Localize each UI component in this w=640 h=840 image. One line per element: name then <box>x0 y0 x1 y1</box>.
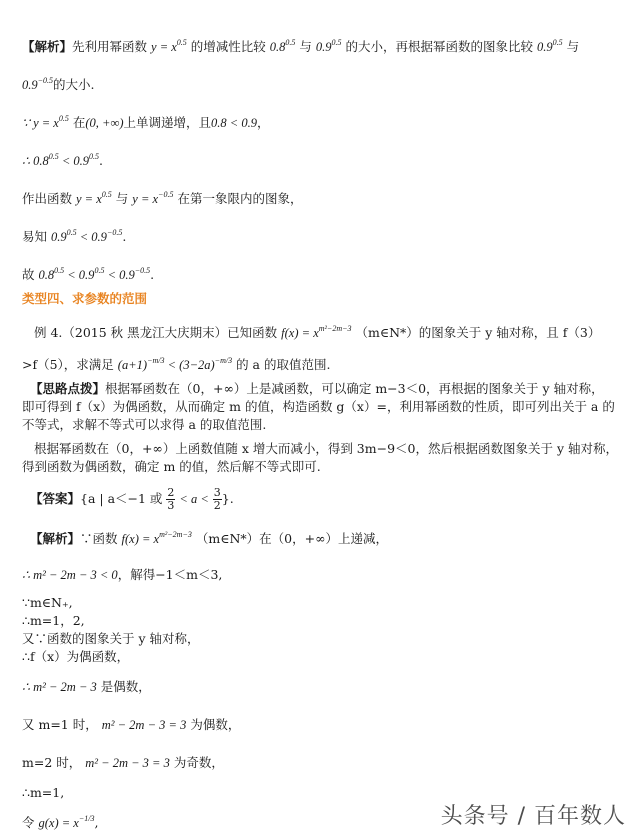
step-line-4: ∴ $0.8^{0.5} < 0.9^{0.5}$. <box>22 152 103 168</box>
analysis-label: 【解析】 <box>22 39 73 54</box>
solution-line-11: 令 $g(x) = x^{-1/3}$, <box>22 814 99 830</box>
tip-line-3: 不等式，求解不等式可以求得 a 的取值范围. <box>22 417 267 432</box>
solution-line-2: ∴ m² − 2m − 3 < 0，解得−1＜m＜3, <box>22 567 223 582</box>
watermark: 头条号 / 百年数人 <box>440 804 626 829</box>
tip-line-2: 即可得到 f（x）为偶函数，从而确定 m 的值，构造函数 g（x）=，利用幂函数的性质，即可列出关于 a 的 <box>22 399 615 414</box>
solution-line-9: m=2 时， m² − 2m − 3 = 3 为奇数， <box>22 755 224 770</box>
example-line-1: 例 4.（2015 秋 黑龙江大庆期末）已知函数 $f(x) = x^{m^2-2m-3}$ （m∈N*）的图象关于 y 轴对称，且 f（3） <box>34 324 601 340</box>
solution-line-1: 【解析】∵函数 $f(x) = x^{m^2-2m-3}$ （m∈N*）在（0，+∞）上递减， <box>30 530 388 546</box>
analysis-line-2: $0.9^{-0.5}$的大小. <box>22 76 95 92</box>
example-line-2: >f（5），求满足 $(a+1)^{-m/3} < (3-2a)^{-m/3}$ 的 a 的取值范围. <box>22 356 331 372</box>
solution-line-8: 又 m=1 时， m² − 2m − 3 = 3 为偶数， <box>22 717 241 732</box>
tip-line-1: 【思路点拨】根据幂函数在（0，+∞）上是减函数，可以确定 m−3＜0，再根据的图象关于 y 轴对称， <box>30 381 604 396</box>
solution-line-5: 又∵函数的图象关于 y 轴对称， <box>22 631 200 646</box>
solution-line-3: ∵m∈N₊, <box>22 595 73 610</box>
solution-line-4: ∴m=1，2, <box>22 613 85 628</box>
solution-line-7: ∴ m² − 2m − 3 是偶数， <box>22 679 151 694</box>
step-line-6: 易知 $0.9^{0.5} < 0.9^{-0.5}$. <box>22 228 127 244</box>
step-line-7: 故 $0.8^{0.5} < 0.9^{0.5} < 0.9^{-0.5}$. <box>22 266 155 282</box>
reasoning-line-1: 根据幂函数在（0，+∞）上函数值随 x 增大而减小，得到 3m−9＜0，然后根据函数图象关于 y 轴对称， <box>34 441 619 456</box>
solution-line-6: ∴f（x）为偶函数， <box>22 649 130 664</box>
solution-line-10: ∴m=1, <box>22 785 65 800</box>
section-heading: 类型四、求参数的范围 <box>22 291 148 306</box>
reasoning-line-2: 得到函数为偶函数，确定 m 的值，然后解不等式即可. <box>22 459 321 474</box>
answer-line: 【答案】{a | a＜−1 或 $\frac{2}{3}$ < a < $\frac{3}{2}$ }. <box>30 486 234 512</box>
step-line-5: 作出函数 $y = x^{0.5}$ 与 $y = x^{-0.5}$ 在第一象限内的图象， <box>22 190 303 206</box>
step-line-3: ∵ $y = x^{0.5}$ 在(0, +∞)上单调递增，且0.8 < 0.9， <box>22 114 270 130</box>
formula: $y = x^{0.5}$ <box>151 38 187 54</box>
analysis-line-1: 【解析】先利用幂函数 $y = x^{0.5}$ 的增减性比较 $0.8^{0.5}$ 与 $0.9^{0.5}$ 的大小，再根据幂函数的图象比较 $0.9^{0.5}$ 与 <box>22 38 580 54</box>
